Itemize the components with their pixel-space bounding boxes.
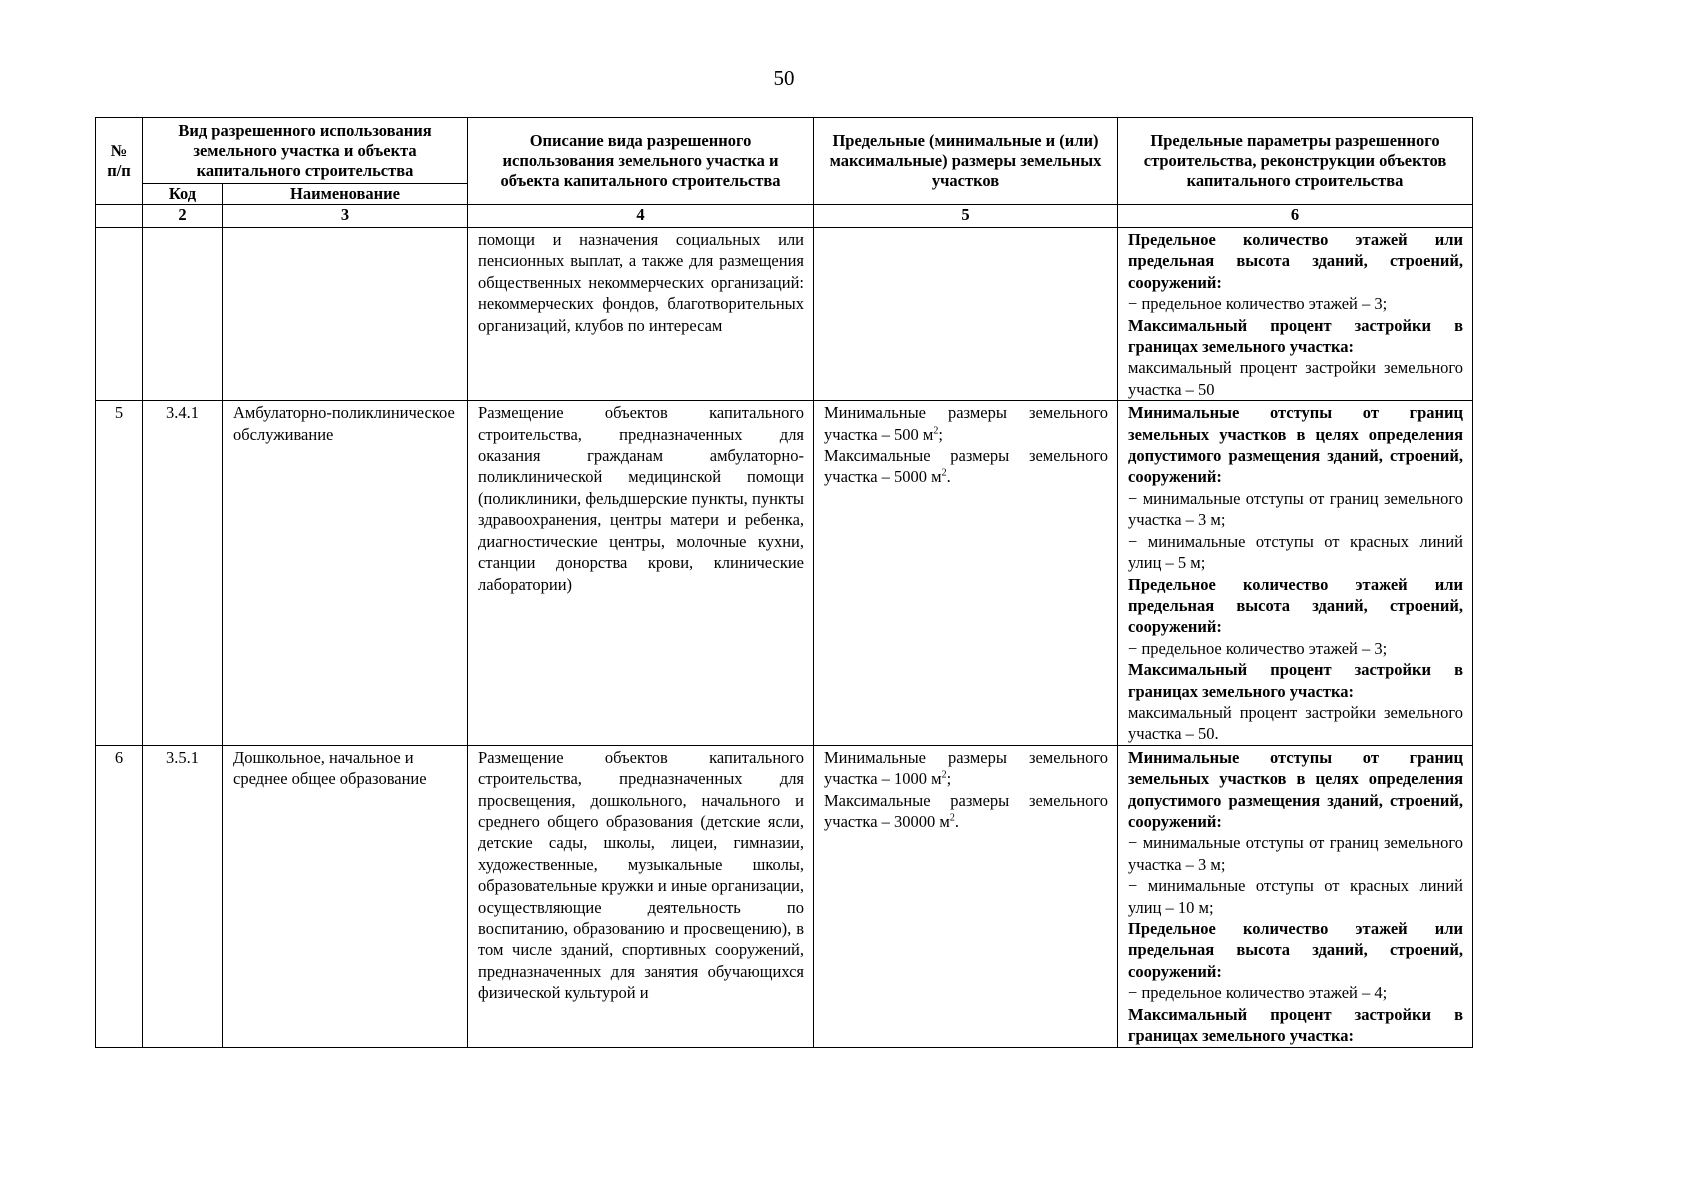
coverage-value: максимальный процент застройки земельного участка – 50: [1128, 358, 1464, 399]
row-params: [1118, 745, 1473, 1047]
table-row: [96, 745, 1473, 1047]
header-code: Код: [143, 184, 223, 205]
coverage-heading: Максимальный процент застройки в границах земельного участка:: [1128, 1004, 1464, 1046]
row-number: 6: [96, 745, 143, 1047]
column-number: 6: [1118, 205, 1473, 228]
floors-heading: Предельное количество этажей или предельная высота зданий, строений, сооружений:: [1128, 919, 1464, 981]
header-num: № п/п: [96, 118, 143, 205]
coverage-heading: Максимальный процент застройки в границах земельного участка:: [1128, 315, 1464, 357]
row-number: [96, 228, 143, 401]
setback-border: − минимальные отступы от границ земельного участка – 3 м;: [1128, 488, 1464, 530]
setbacks-heading: Минимальные отступы от границ земельных участков в целях определения допустимого размещения зданий, строений, сооружений:: [1128, 403, 1464, 487]
setback-border: − минимальные отступы от границ земельного участка – 3 м;: [1128, 833, 1464, 874]
setback-red-lines: − минимальные отступы от красных линий улиц – 10 м;: [1128, 876, 1464, 917]
floors-heading: Предельное количество этажей или предельная высота зданий, строений, сооружений:: [1128, 574, 1464, 637]
header-name: Наименование: [223, 184, 468, 205]
column-number: 3: [223, 205, 468, 228]
coverage-value: максимальный процент застройки земельного участка – 50.: [1128, 702, 1464, 744]
superscript: 2: [941, 769, 947, 781]
coverage-heading: Максимальный процент застройки в границах земельного участка:: [1128, 660, 1464, 701]
header-kind-group: Вид разрешенного использования земельного участка и объекта капитального строительства: [143, 118, 468, 184]
floors-heading: Предельное количество этажей или предельная высота зданий, строений, сооружений:: [1128, 230, 1464, 292]
column-number-row: [96, 205, 1473, 228]
floors-value: − предельное количество этажей – 3;: [1128, 638, 1388, 658]
row-code: 3.4.1: [143, 401, 223, 746]
row-name: [223, 228, 468, 401]
header-row: [96, 118, 1473, 184]
row-description: помощи и назначения социальных или пенсионных выплат, а также для размещения общественных некоммерческих организаций: некоммерческих фондов, благотворительных организаций, клубов по интересам: [468, 228, 814, 401]
column-number: [96, 205, 143, 228]
floors-value: − предельное количество этажей – 3;: [1128, 294, 1388, 314]
column-number: 2: [143, 205, 223, 228]
row-code: 3.5.1: [143, 745, 223, 1047]
row-params: [1118, 228, 1473, 401]
row-description: Размещение объектов капитального строительства, предназначенных для просвещения, дошкольного, начального и среднего общего образования (детские ясли, детские сады, школы, лицеи, гимназии, художественные, музыкальные школы, образовательные кружки и иные организации, осуществляющие деятельность по воспитанию, образованию и просвещению), в том числе зданий, спортивных сооружений, предназначенных для занятия обучающихся физической культурой и: [468, 745, 814, 1047]
superscript: 2: [949, 812, 955, 824]
table-row: [96, 401, 1473, 746]
row-name: Амбулаторно-поликлиническое обслуживание: [223, 401, 468, 746]
superscript: 2: [933, 425, 939, 437]
setback-red-lines: − минимальные отступы от красных линий улиц – 5 м;: [1128, 531, 1464, 573]
row-name: Дошкольное, начальное и среднее общее образование: [223, 745, 468, 1047]
setbacks-heading: Минимальные отступы от границ земельных участков в целях определения допустимого размещения зданий, строений, сооружений:: [1128, 747, 1464, 831]
table-row: [96, 228, 1473, 401]
column-number: 5: [814, 205, 1118, 228]
header-params: Предельные параметры разрешенного строительства, реконструкции объектов капитального строительства: [1118, 118, 1473, 205]
row-params: [1118, 401, 1473, 746]
row-number: 5: [96, 401, 143, 746]
row-plot-sizes: [814, 745, 1118, 1047]
column-number: 4: [468, 205, 814, 228]
plot-size-max: Максимальные размеры земельного участка – 5000 $м^2$.: [824, 446, 1109, 487]
row-description: Размещение объектов капитального строительства, предназначенных для оказания гражданам амбулаторно-поликлинической медицинской помощи (поликлиники, фельдшерские пункты, пункты здравоохранения, центры матери и ребенка, диагностические центры, молочные кухни, станции донорства крови, клинические лаборатории): [468, 401, 814, 746]
floors-value: − предельное количество этажей – 4;: [1128, 983, 1388, 1003]
plot-size-max: Максимальные размеры земельного участка – 30000 $м^2$.: [824, 790, 1109, 831]
header-plot-sizes: Предельные (минимальные и (или) максимальные) размеры земельных участков: [814, 118, 1118, 205]
plot-size-min: Минимальные размеры земельного участка – 1000 $м^2$;: [824, 747, 1109, 789]
superscript: 2: [941, 467, 947, 479]
plot-size-min: Минимальные размеры земельного участка – 500 $м^2$;: [824, 403, 1109, 444]
page-number: 50: [773, 66, 795, 90]
header-description: Описание вида разрешенного использования земельного участка и объекта капитального строительства: [468, 118, 814, 205]
row-plot-sizes: [814, 401, 1118, 746]
land-use-table: [95, 117, 1473, 1048]
row-plot-sizes: [814, 228, 1118, 401]
row-code: [143, 228, 223, 401]
